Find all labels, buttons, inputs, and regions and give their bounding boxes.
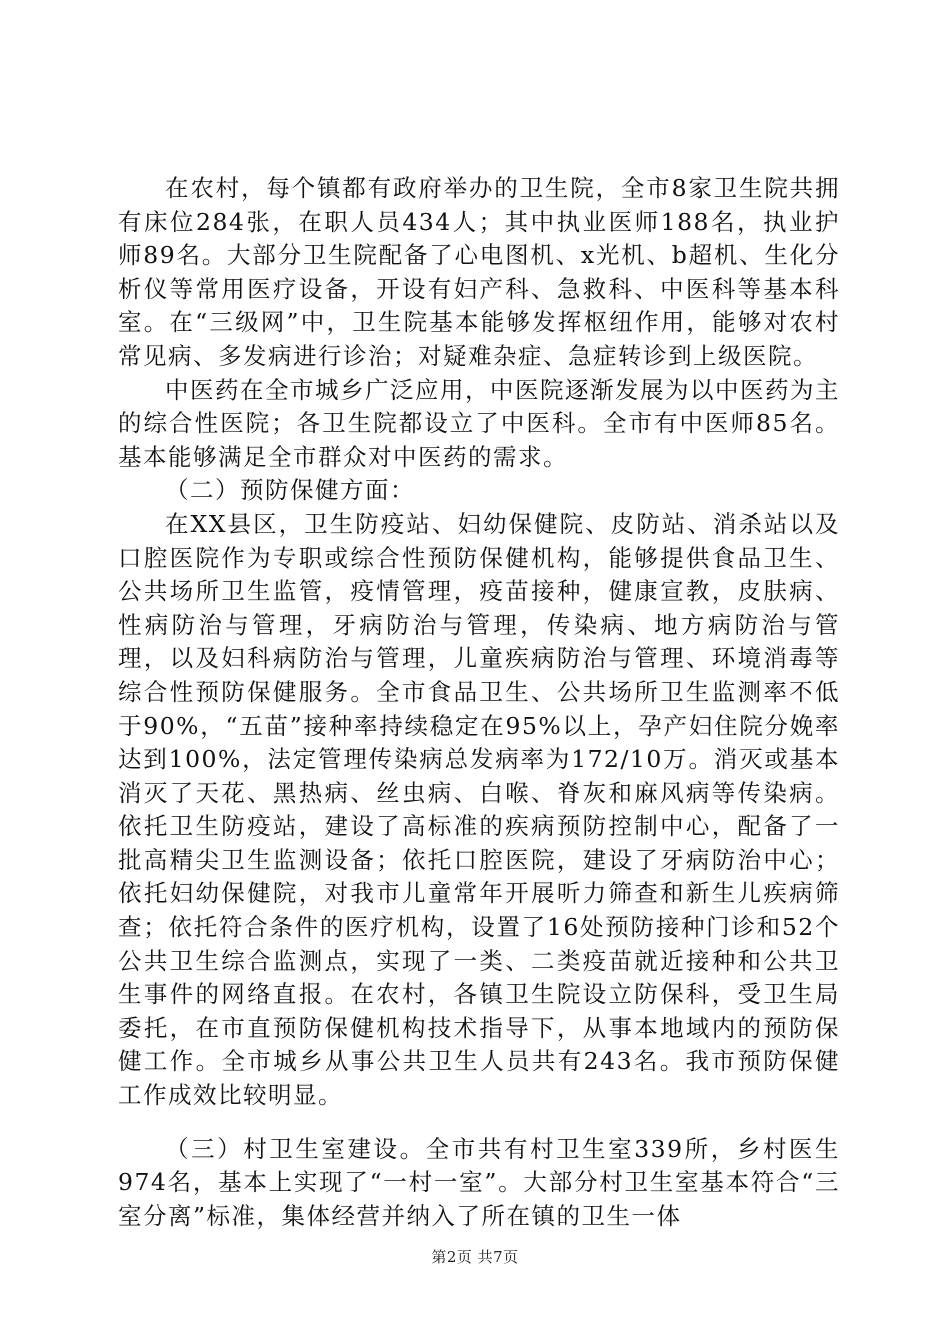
section-heading-prevention: （二）预防保健方面：: [165, 476, 415, 505]
document-body: [118, 172, 840, 1233]
paragraph-spacer: [118, 1113, 840, 1133]
paragraph-rural-hospitals: 在农村，每个镇都有政府举办的卫生院，全市8家卫生院共拥有床位284张，在职人员434人；其中执业医师188名，执业护师89名。大部分卫生院配备了心电图机、x光机、b超机、生化分析仪等常用医疗设备，开设有妇产科、急救科、中医科等基本科室。在“三级网”中，卫生院基本能够发挥枢纽作用，能够对农村常见病、多发病进行诊治；对疑难杂症、急症转诊到上级医院。: [118, 174, 840, 370]
paragraph-village-clinics: （三）村卫生室建设。全市共有村卫生室339所，乡村医生974名，基本上实现了“一村一室”。大部分村卫生室基本符合“三室分离”标准，集体经营并纳入了所在镇的卫生一体: [118, 1134, 840, 1230]
paragraph-prevention-healthcare: 在XX县区，卫生防疫站、妇幼保健院、皮防站、消杀站以及口腔医院作为专职或综合性预防保健机构，能够提供食品卫生、公共场所卫生监管，疫情管理，疫苗接种，健康宣教，皮肤病、性病防治与管理，牙病防治与管理，传染病、地方病防治与管理，以及妇科病防治与管理，儿童疾病防治与管理、环境消毒等综合性预防保健服务。全市食品卫生、公共场所卫生监测率不低于90%，“五苗”接种率持续稳定在95%以上，孕产妇住院分娩率达到100%，法定管理传染病总发病率为172/10万。消灭或基本消灭了天花、黑热病、丝虫病、白喉、脊灰和麻风病等传染病。依托卫生防疫站，建设了高标准的疾病预防控制中心，配备了一批高精尖卫生监测设备；依托口腔医院，建设了牙病防治中心；依托妇幼保健院，对我市儿童常年开展听力筛查和新生儿疾病筛查；依托符合条件的医疗机构，设置了16处预防接种门诊和52个公共卫生综合监测点，实现了一类、二类疫苗就近接种和公共卫生事件的网络直报。在农村，各镇卫生院设立防保科，受卫生局委托，在市直预防保健机构技术指导下，从事本地域内的预防保健工作。全市城乡从事公共卫生人员共有243名。我市预防保健工作成效比较明显。: [118, 509, 840, 1110]
paragraph-traditional-medicine: 中医药在全市城乡广泛应用，中医院逐渐发展为以中医药为主的综合性医院；各卫生院都设立了中医科。全市有中医师85名。基本能够满足全市群众对中医药的需求。: [118, 375, 840, 471]
page-footer: 第2页 共7页: [431, 1248, 519, 1266]
